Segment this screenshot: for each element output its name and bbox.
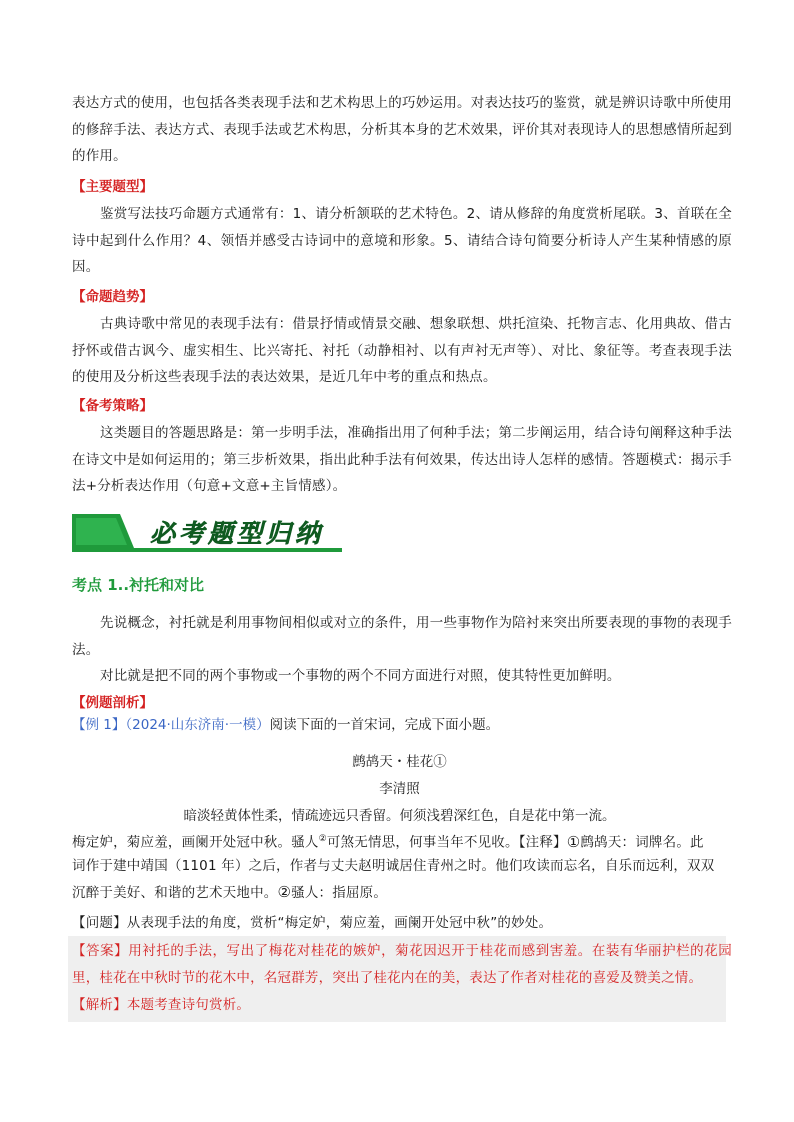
note-line3-a: 沉醉于美好、和谐的艺术天地中。	[72, 885, 278, 901]
intro-paragraph: 表达方式的使用，也包括各类表现手法和艺术构思上的巧妙运用。对表达技巧的鉴赏，就是辨识诗歌中所使用的修辞手法、表达方式、表现手法或艺术构思，分析其本身的艺术效果，评价其对表现诗人的思想感情所起到的作用。	[72, 95, 732, 164]
example-instruction: 阅读下面的一首宋词，完成下面小题。	[269, 717, 500, 733]
poem-line2-and-note	[72, 826, 732, 856]
note-label: 【注释】	[518, 834, 567, 851]
poem-line1: 暗淡轻黄体性柔，情疏迹远只香留。何须浅碧深红色，自是花中第一流。	[183, 808, 616, 824]
trend-label: 【命题趋势】	[72, 289, 153, 305]
poem-title: 鹧鸪天・桂花①	[352, 754, 447, 770]
note-line3	[72, 879, 732, 907]
analysis-text: 本题考查诗句赏析。	[126, 997, 251, 1013]
note-1: 鹧鸪天：词牌名。此	[580, 834, 704, 851]
note-line3-b: 骚人：指屈原。	[291, 885, 388, 901]
banner-title: 必考题型归纳	[150, 519, 325, 548]
analysis-label: 【解析】	[72, 997, 127, 1013]
poem-author: 李清照	[379, 781, 420, 797]
answer-text: 用衬托的手法，写出了梅花对桂花的嫉妒，菊花因迟开于桂花而感到害羞。在装有华丽护栏的花园里，桂花在中秋时节的花木中，名冠群芳，突出了桂花内在的美，表达了作者对桂花的喜爱及赞美之情。	[72, 943, 732, 986]
kaodian-para1: 先说概念，衬托就是利用事物间相似或对立的条件，用一些事物作为陪衬来突出所要表现的事物的表现手法。	[72, 615, 732, 658]
poem-line2-sup: ②	[318, 834, 327, 844]
question: 【问题】从表现手法的角度，赏析“梅定妒，菊应羞，画阑开处冠中秋”的妙处。	[72, 915, 553, 931]
banner-graphic	[72, 512, 342, 554]
poem-line2-b: 可煞无情思，何事当年不见收。	[326, 834, 519, 851]
main-types-label: 【主要题型】	[72, 179, 153, 195]
example-section-label: 【例题剖析】	[72, 695, 153, 711]
example-heading	[72, 714, 499, 736]
answer-label: 【答案】	[72, 943, 129, 959]
kaodian-title: 考点 1..衬托和对比	[72, 576, 205, 594]
poem-line2-a: 梅定妒，菊应羞，画阑开处冠中秋。骚人	[72, 834, 319, 851]
trend-text: 古典诗歌中常见的表现手法有：借景抒情或情景交融、想象联想、烘托渲染、托物言志、化用典故、借古抒怀或借古讽今、虚实相生、比兴寄托、衬托（动静相衬、以有声衬无声等）、对比、象征等。考查表现手法的使用及分析这些表现手法的表达效果，是近几年中考的重点和热点。	[72, 316, 732, 385]
kaodian-para2: 对比就是把不同的两个事物或一个事物的两个不同方面进行对照，使其特性更加鲜明。	[100, 668, 621, 684]
main-types-text: 鉴赏写法技巧命题方式通常有：1、请分析颔联的艺术特色。2、请从修辞的角度赏析尾联。3、首联在全诗中起到什么作用？4、领悟并感受古诗词中的意境和形象。5、请结合诗句简要分析诗人产生某种情感的原因。	[72, 206, 732, 275]
section-banner	[72, 512, 342, 554]
strategy-text: 这类题目的答题思路是：第一步明手法，准确指出用了何种手法；第二步阐运用，结合诗句阐释这种手法在诗文中是如何运用的；第三步析效果，指出此种手法有何效果，传达出诗人怎样的感情。答题模式：揭示手法+分析表达作用（句意+文意+主旨情感）。	[72, 425, 732, 494]
example-label: 【例 1】	[72, 717, 126, 733]
note-circle-1: ①	[566, 832, 581, 851]
answer-paragraph	[72, 938, 732, 991]
strategy-label: 【备考策略】	[72, 398, 153, 414]
note-circle-2: ②	[277, 883, 292, 901]
analysis-paragraph	[72, 992, 732, 1019]
note-line2: 词作于建中靖国（1101 年）之后，作者与丈夫赵明诚居住青州之时。他们攻读而忘名，自乐而远利，双双	[72, 858, 715, 874]
example-source: （2024·山东济南·一模）	[125, 717, 270, 733]
